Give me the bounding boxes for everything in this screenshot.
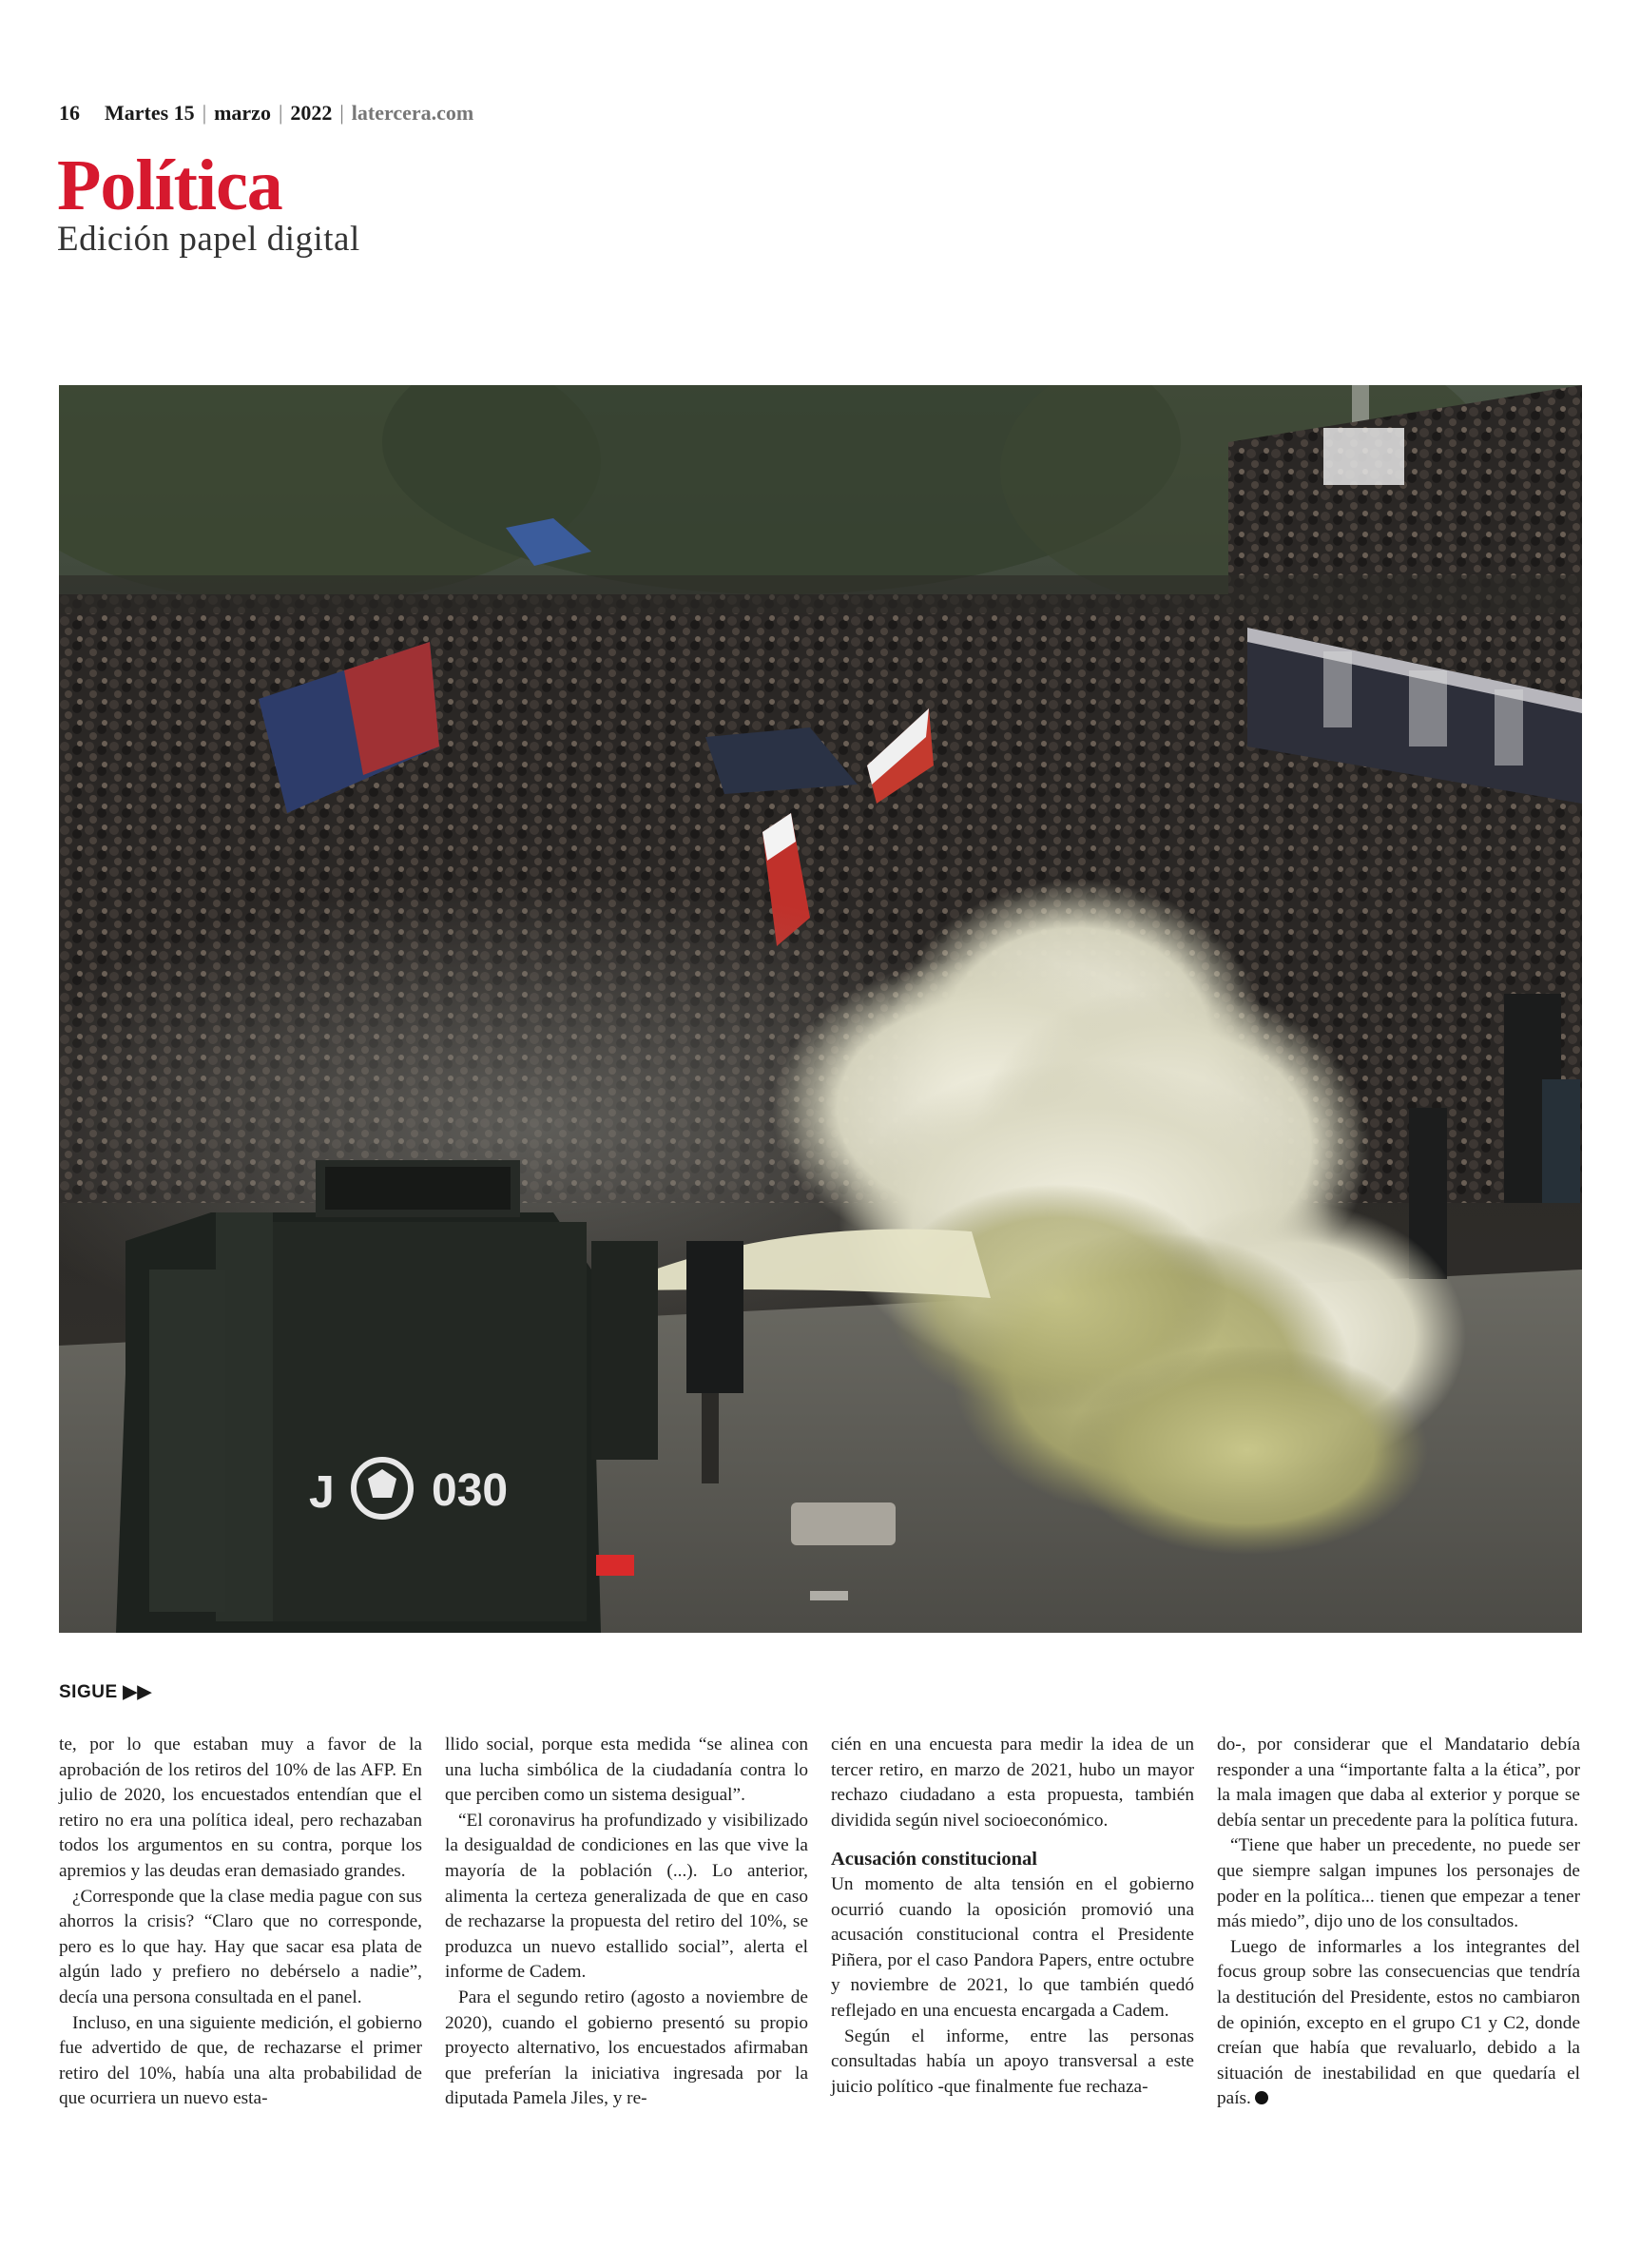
text-column-3 [831,1733,1194,2100]
text-column-4 [1217,1733,1580,2112]
paragraph: ¿Corresponde que la clase media pague con sus ahorros la crisis? “Claro que no corresponde, pero es lo que hay. Hay que sacar esa plata de algún lado y prefiero no debérselo a nadie”, decía una persona consultada en el panel. [59,1886,422,2007]
end-mark-icon [1255,2091,1268,2104]
paragraph: Un momento de alta tensión en el gobierno ocurrió cuando la oposición promovió una acusación constitucional contra el Presidente Piñera, por el caso Pandora Papers, entre octubre y noviembre de 2021, lo que también quedó reflejado en una encuesta encargada a Cadem. [831,1873,1194,2021]
paragraph: Incluso, en una siguiente medición, el gobierno fue advertido de que, de rechazarse el primer retiro del 10%, había una alta probabilidad de que ocurriera un nuevo esta- [59,2012,422,2109]
paragraph-last [1217,1935,1580,2112]
section-subtitle: Edición papel digital [57,220,360,259]
paragraph: llido social, porque esta medida “se alinea con una lucha simbólica de la ciudadanía contra lo que perciben como un sistema desigual”. [445,1735,808,1806]
subheading: Acusación constitucional [831,1849,1037,1871]
header-month: marzo [214,101,271,125]
paragraph: Según el informe, entre las personas consultadas había un apoyo transversal a este juicio político -que finalmente fue rechaza- [831,2026,1194,2097]
header-day: Martes 15 [105,101,195,125]
paragraph: cién en una encuesta para medir la idea de un tercer retiro, en marzo de 2021, hubo un mayor rechazo ciudadano a esta propuesta, también dividida según nivel socioeconómico. [831,1735,1194,1831]
text-column-2 [445,1733,808,2112]
vehicle-plate-letter: J [309,1467,335,1518]
header-separator: | [339,101,344,125]
page-number: 16 [59,101,80,125]
paragraph: Para el segundo retiro (agosto a noviembre de 2020), cuando el gobierno presentó su propio proyecto alternativo, los encuestados afirmaban que preferían la iniciativa ingresada por la diputada Pamela Jiles, y re- [445,1987,808,2109]
paragraph: “Tiene que haber un precedente, no puede ser que siempre salgan impunes los personajes de poder en la política... tienen que empezar a tener más miedo”, dijo uno de los consultados. [1217,1835,1580,1932]
vehicle-number: 030 [432,1465,509,1516]
section-title: Política [57,145,282,225]
paragraph: te, por lo que estaban muy a favor de la aprobación de los retiros del 10% de las AFP. En julio de 2020, los encuestados entendían que el retiro no era una política ideal, pero rechazaban todos los argumentos en su contra, porque los apremios y las deudas eran demasiado grandes. [59,1735,422,1881]
header-year: 2022 [290,101,333,125]
continue-indicator: SIGUE ▶▶ [59,1682,152,1702]
paragraph-text: Luego de informarles a los integrantes del focus group sobre las consecuencias que tendría la destitución del Presidente, estos no cambiaron de opinión, excepto en el grupo C1 y C2, donde creían que había que revaluarlo, debido a la situación de inestabilidad en que quedaría el país. [1217,1936,1580,2109]
header-separator: | [278,101,283,125]
header-separator: | [202,101,207,125]
paragraph: “El coronavirus ha profundizado y visibilizado la desigualdad de condiciones en las que vive la mayoría de la población (...). Lo anterior, alimenta la certeza generalizada de que en caso de rechazarse la propuesta del retiro del 10%, se produzca un nuevo estallido social”, alerta el informe de Cadem. [445,1810,808,1983]
paragraph: do-, por considerar que el Mandatario debía responder a una “importante falta a la ética”, por la mala imagen que daba al exterior y porque se debía sentar un precedente para la política futura. [1217,1735,1580,1831]
news-photo [59,385,1582,1633]
site-link[interactable]: latercera.com [351,101,474,125]
text-column-1 [59,1733,422,2112]
page-header [59,99,473,127]
